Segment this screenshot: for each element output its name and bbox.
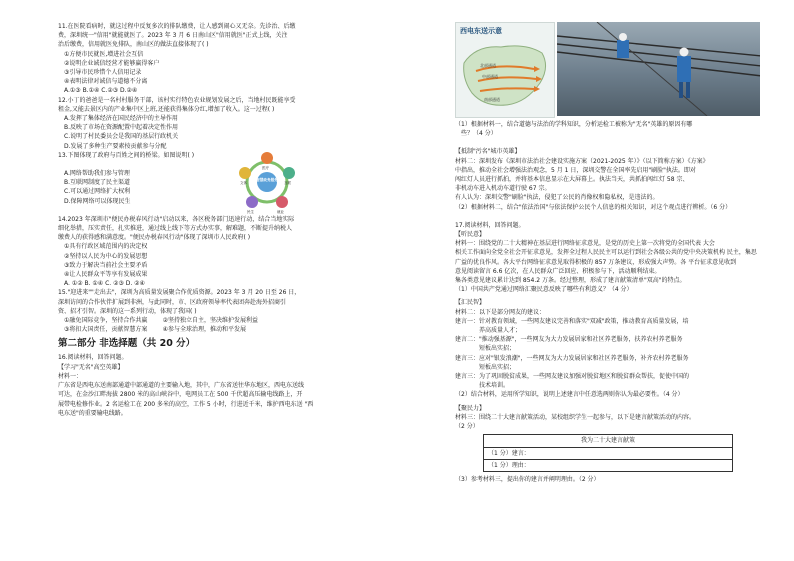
q13-option: D.保障网络可以体现民生	[64, 197, 131, 205]
q16-material-line: 展带电检修作业。2 名运检工在 200 多米的高空，工作 5 小时，行进近千米，维护西电东送 "西	[58, 400, 314, 408]
diagram-node-label: 互联	[284, 180, 291, 185]
suggestion-table	[483, 434, 733, 472]
material2-line: 中指出，推动全社会增强法治观念，5 月 1 日，深圳交警在全国率先启用"刷脸"执法。即对	[455, 166, 696, 174]
q16-material-line: 广东省是西电东送南部通道中部通道的主要输入地，其中，广东省送往华东地区，西电东送线	[58, 382, 305, 390]
table-row-suggestion: （1 分）建言：	[484, 447, 733, 459]
q17-sub3: （3）参考材料三，提出你的建言并阐明理由。（2 分）	[455, 475, 600, 483]
suggestion-line: 短板出实招；	[479, 363, 516, 371]
q12-option: A.发挥了集体经济在国民经济中的主导作用	[64, 115, 178, 123]
table-row-reason: （1 分）理由：	[484, 459, 733, 471]
q14-stem-line: 细化举措，压实责任，扎实推进，通过线上线下等方式办实事，解难题，不断提升纳税人	[58, 225, 293, 233]
high-voltage-workers-graphic	[557, 22, 760, 116]
map-route-label: 南部通道	[484, 97, 500, 102]
question-15	[58, 288, 364, 334]
power-transmission-map	[455, 22, 555, 118]
q16-tag: 【学习"无名"高空英雄】	[58, 363, 124, 371]
china-map-graphic	[456, 23, 554, 117]
material2-line: 非机动车进入机动车道行驶 67 宗。	[455, 185, 551, 193]
material5-line: （2 分）	[455, 423, 479, 431]
question-16	[58, 353, 364, 417]
q14-stem-line: 缴费人的获得感和满意度。"便民办税春风行动"体现了深圳市人民政府( )	[58, 234, 251, 242]
right-column	[455, 22, 760, 484]
q14-choices: A. ①② B. ①④ C. ②③ D. ②④	[64, 280, 145, 288]
left-column	[58, 22, 364, 418]
q12-option: D.发展了多种生产要素按贡献参与分配	[64, 142, 167, 150]
part-two-heading: 第二部分 非选择题（共 20 分）	[58, 338, 196, 350]
question-13	[58, 151, 364, 214]
suggestion-line: 养高质量人才；	[479, 327, 522, 335]
q13-option: C.可以通过网络扩大权利	[64, 188, 131, 196]
suggestion-line: 短板出实招；	[479, 345, 516, 353]
q17-stem: 17.阅读材料，回答问题。	[455, 221, 525, 229]
q11-choices: A.①③ B.①④ C.②③ D.②④	[64, 87, 138, 95]
q12-stem-line: 租金,又能去景区内的产业集中区上班,还能获得集体分红,增加了收入。这一过程( )	[58, 105, 275, 113]
q17-sub1: （1）中国共产党通过网络汇聚民意反映了哪些有利意义？（4 分）	[455, 286, 633, 294]
q15-stem-line: 15."迎进来""走出去"，深圳为高质量发展聚合作优质资源。2023 年 3 月 20 日至 26 日，	[58, 289, 301, 297]
q14-option: ①具有行政区域范围内的决定权	[64, 243, 148, 251]
q11-stem-line: 治后缴费，信用就医免排队，南山区的做法直接体现了( )	[58, 41, 209, 49]
q14-stem-line: 14.2023 年深圳市"便民办税春风行动"启动以来，各区税务部门迅速行动，结合当地实际	[58, 215, 295, 223]
section-tag: 【听民意】	[455, 231, 486, 239]
smart-government-diagram	[232, 151, 302, 214]
question-14	[58, 215, 364, 289]
suggestion-line: 建言三：为了巩固脱贫成果，一些网友建议加强对脱贫地区和脱贫群众帮扶，促使中国的	[455, 373, 690, 381]
q12-option: B.反映了市场在资源配置中起着决定性作用	[64, 124, 179, 132]
material2-line: 闯红灯人员进行抓拍，并将基本信息显示在大屏幕上。执法当天，共抓拍闯红灯 58 宗、	[455, 176, 689, 184]
q15-stem-line: 资、招才引智。深圳的这一系列行动，体现了我国( )	[58, 307, 197, 315]
table-title: 我为二十大建言献策	[484, 435, 733, 447]
q11-option: ②说明企业诚信经营才能够赢得客户	[64, 59, 160, 67]
question-12	[58, 96, 364, 151]
suggestion-line: 技术培训。	[479, 382, 510, 390]
diagram-node-label: 就业	[277, 209, 284, 214]
diagram-node-label: 医疗	[262, 165, 269, 170]
q16-material-line: 电东送"的重要输电线路。	[58, 409, 127, 417]
q13-option: B.互联网制度了民主渠道	[64, 179, 131, 187]
q15-options-row: ③将扣大国责任，贡献智慧方案 ④参与全球治理，推动和平发展	[64, 326, 247, 334]
q13-option: A.网络帮助我们参与管理	[64, 170, 130, 178]
suggestion-line: 建言三：应对"银发浪潮"，一些网友为大力发展居家和社区养老服务，补齐农村养老服务	[455, 354, 689, 362]
material3-line: 相关工作面向全党全社会开征求意见，发挥全过程人民民主可以运行到社会各级公共的党中央决策机构 民主，集思	[455, 249, 757, 257]
q14-option: ③致力于解决当前社会主要矛盾	[64, 261, 148, 269]
section-tag: 【聚民力】	[455, 404, 486, 412]
q15-stem-line: 深圳访问的合作伙伴扩展到非洲，与此同时，市、区政府领导率代表团奔赴海外招商引	[58, 298, 287, 306]
q15-options-row: ①融免国际竞争，坚持合作共赢 ②坚持独立自主，坚决维护发展利益	[64, 317, 259, 325]
q11-option: ④表明法律对诚信与道德不分离	[64, 78, 148, 86]
q16-sub2: （2）根据材料二，结合"依法治国"与依法保护公民个人信息的相关知识，对这个观点进行辨析。（6 分）	[455, 203, 732, 211]
west-east-power-figure	[455, 22, 760, 116]
material2-line: 材料二：深圳发布《深圳市法治社会建设实施方案（2021-2025 年）》（以下简称方案）《方案》	[455, 157, 709, 165]
q13-stem: 13.下图体现了政府与百姓之间的桥梁。如图说明( )	[58, 151, 195, 159]
q17-sub2: （2）结合材料，运用所学知识，说明上述建言中任意选两则你认为最必要性。（4 分）	[455, 391, 684, 399]
q16-material-line: 可达，在金沙江畔海拔 2800 米的高山峡谷中，电网员工在 500 千伏超高压输电线路上，开	[58, 391, 303, 399]
line-worker-photo	[557, 22, 760, 116]
q14-option: ②坚持以人民为中心的发展思想	[64, 252, 148, 260]
map-title: 西电东送示意	[460, 27, 502, 35]
q16-stem: 16.阅读材料，回答问题。	[58, 354, 128, 362]
diagram-node-label: 文体	[240, 180, 247, 185]
material5-line: 材料三：围绕二十大建言献策活动，某校组织学生一起参与，以下是建言献策活动的内容。	[455, 413, 696, 421]
material4-head: 材料二：以下是部分网友的建议：	[455, 308, 546, 316]
q16-material-line: 材料一：	[58, 372, 83, 380]
map-route-label: 中部通道	[482, 74, 498, 79]
q11-option: ③引导市民珍惜个人信用记录	[64, 69, 142, 77]
q16-sub1: （1）根据材料一，结合道德与法治的学科知识，分析运检工被称为"无名"英雄的原因有哪	[455, 121, 693, 128]
q12-stem-line: 12.小丁的爸爸是一名村村服务干部，该村实行特色农业规划发展之后，当地村民既能享受	[58, 96, 296, 104]
q14-option: ④让人民群众平等享有发展成果	[64, 271, 148, 279]
q12-option: C.说明了村民委员会是我国的基层行政机关	[64, 133, 179, 141]
diagram-node-label: 民生	[247, 209, 254, 214]
q11-option: ①方便市民就医,增进社会互信	[64, 50, 144, 58]
suggestion-line: 建言一：针对教育领域，一些网友建议完善和落实"双减"政策，推动教育高质量发展，培	[455, 317, 689, 325]
material2-line: 有人认为：深圳交警"刷脸"执法，侵犯了公民的肖像权和隐私权，是违法的。	[455, 194, 659, 202]
q11-stem-line: 11.在医院看病时，就这过程中反复多次的排队缴费，让人感到闹心又无奈。先诊治、后缴	[58, 23, 296, 30]
diagram-center-label: 智慧政务服务	[256, 177, 278, 182]
section-tag: 【抵制"污名"城市英雄】	[455, 148, 521, 156]
q11-stem-line: 费，深圳统一"信用"就能就医了。2023 年 3 月 6 日南山区"信用就医"正式上线，关注	[58, 32, 288, 40]
section-tag: 【汇民智】	[455, 299, 486, 307]
material3-line: 材料一：围绕党的二十大精神在基层进行网络征求意见，是党的历史上第一次将党的全国代表 大会	[455, 240, 715, 248]
suggestion-line: 建言二："推动强基源"，一些网友为大力发展居家和社区养老服务，扶养农村养老服务	[455, 336, 683, 344]
q16-sub1-cont: 些？（4 分）	[461, 130, 497, 138]
material3-line: 集各类意见建议累计达到 854.2 万条。经过整理，形成了建言献策清单"双高"的特点。	[455, 277, 686, 285]
material3-line: 广益的优良作风。各大平台网络征求意见取得积极的 857 万条建议，形成强大声势。各 平台征求意见收到	[455, 258, 737, 266]
material3-line: 意见阅读留言 6.6 亿次，在人民群众广泛回应、积极参与下，活动顺利结束。	[455, 267, 661, 275]
map-route-label: 北部通道	[480, 63, 496, 68]
question-11	[58, 22, 364, 96]
